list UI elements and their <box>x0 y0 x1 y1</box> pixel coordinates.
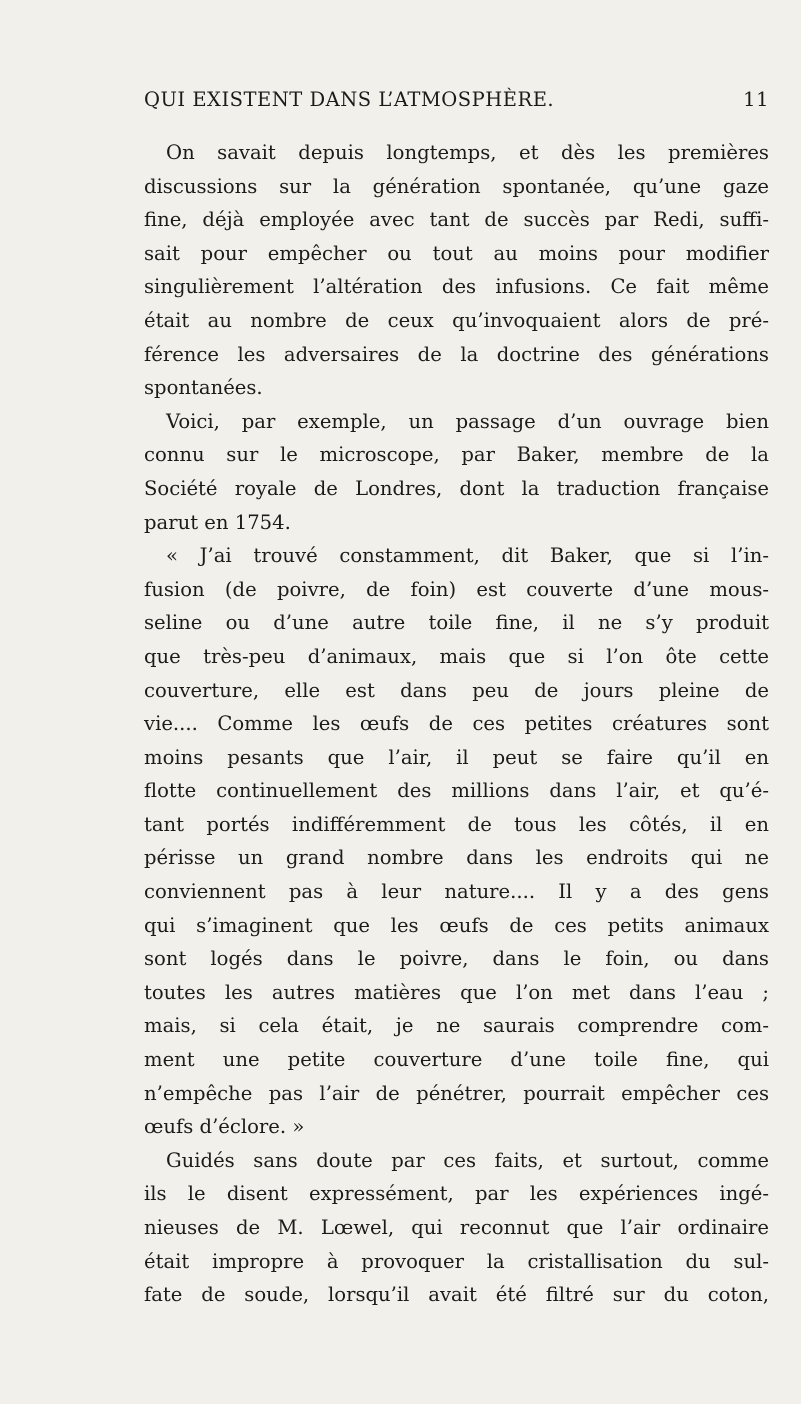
text-line: connu sur le microscope, par Baker, membre de la <box>144 443 769 467</box>
text-line: spontanées. <box>144 376 263 400</box>
text-line: Société royale de Londres, dont la traduction française <box>144 476 769 500</box>
text-line: était impropre à provoquer la cristallisation du sul- <box>144 1249 769 1273</box>
text-line: tant portés indifféremment de tous les côtés, il en <box>144 812 769 836</box>
text-line: discussions sur la génération spontanée, qu’une gaze <box>144 174 769 198</box>
text-line: que très-peu d’animaux, mais que si l’on ôte cette <box>144 644 769 668</box>
text-line: conviennent pas à leur nature.... Il y a des gens <box>144 880 769 904</box>
text-line: toutes les autres matières que l’on met dans l’eau ; <box>144 980 769 1004</box>
text-line: mais, si cela était, je ne saurais comprendre com- <box>144 1014 769 1038</box>
text-line: Voici, par exemple, un passage d’un ouvrage bien <box>166 409 769 433</box>
text-line: parut en 1754. <box>144 510 291 534</box>
body-text <box>144 136 769 1312</box>
text-line: fate de soude, lorsqu’il avait été filtré sur du coton, <box>144 1283 769 1307</box>
text-line: fusion (de poivre, de foin) est couverte d’une mous- <box>144 577 769 601</box>
text-line: flotte continuellement des millions dans l’air, et qu’é- <box>144 779 769 803</box>
text-line: On savait depuis longtemps, et dès les premières <box>166 141 769 164</box>
text-line: ils le disent expressément, par les expériences ingé- <box>144 1182 769 1206</box>
text-line: œufs d’éclore. » <box>144 1115 305 1139</box>
text-line: couverture, elle est dans peu de jours pleine de <box>144 678 769 702</box>
page-number: 11 <box>743 88 769 111</box>
text-line: « J’ai trouvé constamment, dit Baker, que si l’in- <box>166 544 769 568</box>
text-line: férence les adversaires de la doctrine des générations <box>144 342 769 366</box>
text-line: sait pour empêcher ou tout au moins pour modifier <box>144 241 769 265</box>
text-line: moins pesants que l’air, il peut se faire qu’il en <box>144 745 769 769</box>
running-head <box>144 88 769 118</box>
text-line: vie.... Comme les œufs de ces petites créatures sont <box>144 712 769 736</box>
text-line: singulièrement l’altération des infusions. Ce fait même <box>144 275 769 299</box>
text-line: Guidés sans doute par ces faits, et surtout, comme <box>166 1148 769 1172</box>
text-line: fine, déjà employée avec tant de succès par Redi, suffi- <box>144 208 769 232</box>
text-line: périsse un grand nombre dans les endroits qui ne <box>144 846 769 870</box>
text-line: ment une petite couverture d’une toile fine, qui <box>144 1048 769 1072</box>
text-line: seline ou d’une autre toile fine, il ne s’y produit <box>144 611 769 635</box>
running-title: QUI EXISTENT DANS L’ATMOSPHÈRE. <box>144 88 555 111</box>
text-line: nieuses de M. Lœwel, qui reconnut que l’air ordinaire <box>144 1216 769 1239</box>
text-line: était au nombre de ceux qu’invoquaient alors de pré- <box>144 308 769 332</box>
text-line: sont logés dans le poivre, dans le foin, ou dans <box>144 947 769 971</box>
text-line: qui s’imaginent que les œufs de ces petits animaux <box>144 913 769 937</box>
text-line: n’empêche pas l’air de pénétrer, pourrait empêcher ces <box>144 1081 769 1105</box>
